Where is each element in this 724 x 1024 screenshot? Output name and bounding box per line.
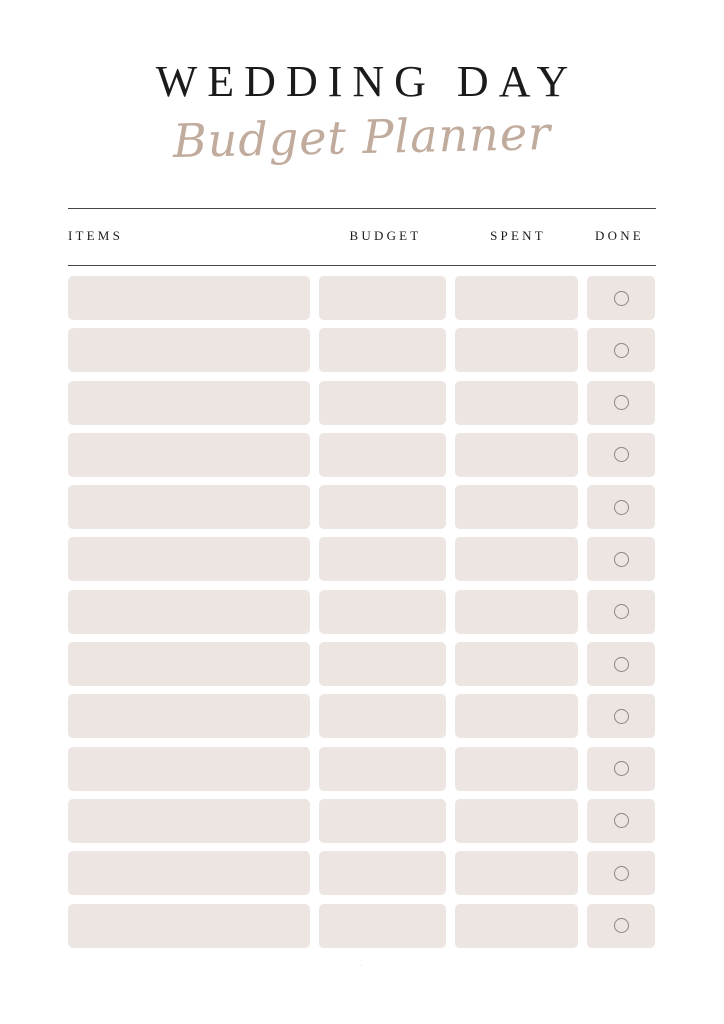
spent-input[interactable] <box>455 276 578 320</box>
done-checkbox[interactable] <box>614 447 629 462</box>
item-input[interactable] <box>68 328 310 372</box>
spent-input[interactable] <box>455 799 578 843</box>
spent-input[interactable] <box>455 642 578 686</box>
done-cell[interactable] <box>587 642 655 686</box>
done-checkbox[interactable] <box>614 709 629 724</box>
column-header-spent: SPENT <box>490 228 546 243</box>
column-header-items: ITEMS <box>68 228 123 243</box>
page-title: WEDDING DAY <box>155 57 579 106</box>
budget-input[interactable] <box>319 433 446 477</box>
budget-input[interactable] <box>319 328 446 372</box>
spent-input[interactable] <box>455 381 578 425</box>
table-row <box>68 433 656 477</box>
budget-input[interactable] <box>319 642 446 686</box>
table-row <box>68 485 656 529</box>
item-input[interactable] <box>68 381 310 425</box>
spent-input[interactable] <box>455 904 578 948</box>
item-input[interactable] <box>68 276 310 320</box>
table-row <box>68 904 656 948</box>
done-checkbox[interactable] <box>614 761 629 776</box>
item-input[interactable] <box>68 747 310 791</box>
done-cell[interactable] <box>587 590 655 634</box>
budget-input[interactable] <box>319 747 446 791</box>
page-header <box>0 0 724 168</box>
done-checkbox[interactable] <box>614 291 629 306</box>
budget-input[interactable] <box>319 537 446 581</box>
item-input[interactable] <box>68 537 310 581</box>
done-checkbox[interactable] <box>614 395 629 410</box>
done-cell[interactable] <box>587 328 655 372</box>
done-cell[interactable] <box>587 433 655 477</box>
table-row <box>68 747 656 791</box>
column-header-done: DONE <box>595 228 644 243</box>
done-checkbox[interactable] <box>614 500 629 515</box>
budget-input[interactable] <box>319 799 446 843</box>
table-row <box>68 537 656 581</box>
item-input[interactable] <box>68 433 310 477</box>
done-checkbox[interactable] <box>614 918 629 933</box>
spent-input[interactable] <box>455 590 578 634</box>
table-row <box>68 851 656 895</box>
done-cell[interactable] <box>587 904 655 948</box>
table-row <box>68 642 656 686</box>
budget-input[interactable] <box>319 381 446 425</box>
spent-input[interactable] <box>455 485 578 529</box>
item-input[interactable] <box>68 904 310 948</box>
item-input[interactable] <box>68 851 310 895</box>
done-checkbox[interactable] <box>614 866 629 881</box>
budget-input[interactable] <box>319 904 446 948</box>
table-column-headers <box>68 228 656 244</box>
done-cell[interactable] <box>587 485 655 529</box>
done-cell[interactable] <box>587 694 655 738</box>
table-row <box>68 276 656 320</box>
budget-input[interactable] <box>319 485 446 529</box>
table-row <box>68 328 656 372</box>
item-input[interactable] <box>68 799 310 843</box>
spent-input[interactable] <box>455 747 578 791</box>
done-cell[interactable] <box>587 799 655 843</box>
item-input[interactable] <box>68 590 310 634</box>
page-subtitle: Budget Planner <box>172 106 552 169</box>
budget-input[interactable] <box>319 694 446 738</box>
done-checkbox[interactable] <box>614 604 629 619</box>
table-row <box>68 799 656 843</box>
spent-input[interactable] <box>455 537 578 581</box>
spent-input[interactable] <box>455 328 578 372</box>
column-header-budget: BUDGET <box>349 228 422 243</box>
done-checkbox[interactable] <box>614 813 629 828</box>
spent-input[interactable] <box>455 433 578 477</box>
table-row <box>68 590 656 634</box>
table-row <box>68 381 656 425</box>
done-cell[interactable] <box>587 276 655 320</box>
done-checkbox[interactable] <box>614 657 629 672</box>
done-cell[interactable] <box>587 747 655 791</box>
done-checkbox[interactable] <box>614 343 629 358</box>
spent-input[interactable] <box>455 694 578 738</box>
budget-table <box>68 276 656 956</box>
spent-input[interactable] <box>455 851 578 895</box>
table-row <box>68 694 656 738</box>
done-cell[interactable] <box>587 381 655 425</box>
header-rule-bottom <box>68 265 656 266</box>
budget-input[interactable] <box>319 590 446 634</box>
done-cell[interactable] <box>587 851 655 895</box>
footer-mark: · <box>359 960 365 970</box>
item-input[interactable] <box>68 642 310 686</box>
done-checkbox[interactable] <box>614 552 629 567</box>
done-cell[interactable] <box>587 537 655 581</box>
header-rule-top <box>68 208 656 209</box>
budget-input[interactable] <box>319 851 446 895</box>
item-input[interactable] <box>68 485 310 529</box>
budget-input[interactable] <box>319 276 446 320</box>
item-input[interactable] <box>68 694 310 738</box>
